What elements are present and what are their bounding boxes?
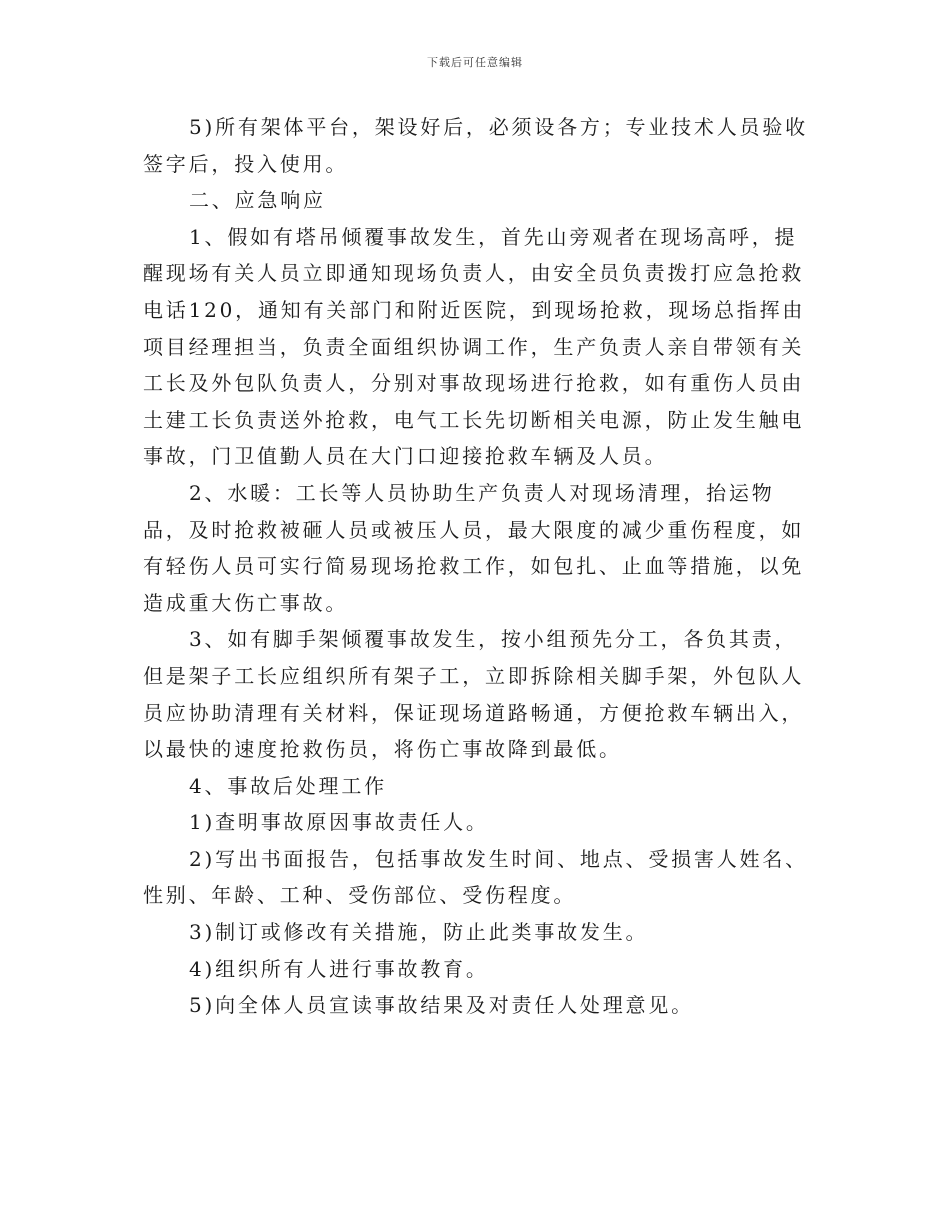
paragraph-post-accident-heading: 4、事故后处理工作 (189, 773, 387, 798)
section-heading-emergency-response: 二、应急响应 (189, 188, 326, 213)
header-note: 下载后可任意编辑 (427, 56, 523, 69)
paragraph-post-accident-item-2: 2)写出书面报告，包括事故发生时间、地点、受损害人姓名、性别、年龄、工种、受伤部位、受伤程度。 (143, 846, 808, 908)
paragraph-scaffold-accident: 3、如有脚手架倾覆事故发生，按小组预先分工，各负其责，但是架子工长应组织所有架子工，立即拆除相关脚手架，外包队人员应协助清理有关材料，保证现场道路畅通，方便抢救车辆出入，以最快的速度抢救伤员，将伤亡事故降到最低。 (143, 627, 805, 762)
paragraph-acceptance: 5)所有架体平台，架设好后，必须设各方；专业技术人员验收签字后，投入使用。 (143, 115, 808, 176)
document-body (143, 109, 809, 1024)
paragraph-post-accident-item-5: 5)向全体人员宣读事故结果及对责任人处理意见。 (189, 993, 694, 1018)
paragraph-plumbing-heating: 2、水暖：工长等人员协助生产负责人对现场清理，抬运物品，及时抢救被砸人员或被压人员，最大限度的减少重伤程度，如有轻伤人员可实行简易现场抢救工作，如包扎、止血等措施，以免造成重大伤亡事故。 (143, 480, 805, 615)
paragraph-crane-accident: 1、假如有塔吊倾覆事故发生，首先山旁观者在现场高呼，提醒现场有关人员立即通知现场负责人，由安全员负责拨打应急抢救电话120，通知有关部门和附近医院，到现场抢救，现场总指挥由项目经理担当，负责全面组织协调工作，生产负责人亲自带领有关工长及外包队负责人，分别对事故现场进行抢救，如有重伤人员由土建工长负责送外抢救，电气工长先切断相关电源，防止发生触电事故，门卫值勤人员在大门口迎接抢救车辆及人员。 (143, 224, 806, 469)
paragraph-post-accident-item-3: 3)制订或修改有关措施，防止此类事故发生。 (189, 920, 649, 945)
paragraph-post-accident-item-4: 4)组织所有人进行事故教育。 (189, 956, 489, 981)
paragraph-post-accident-item-1: 1)查明事故原因事故责任人。 (189, 810, 489, 835)
